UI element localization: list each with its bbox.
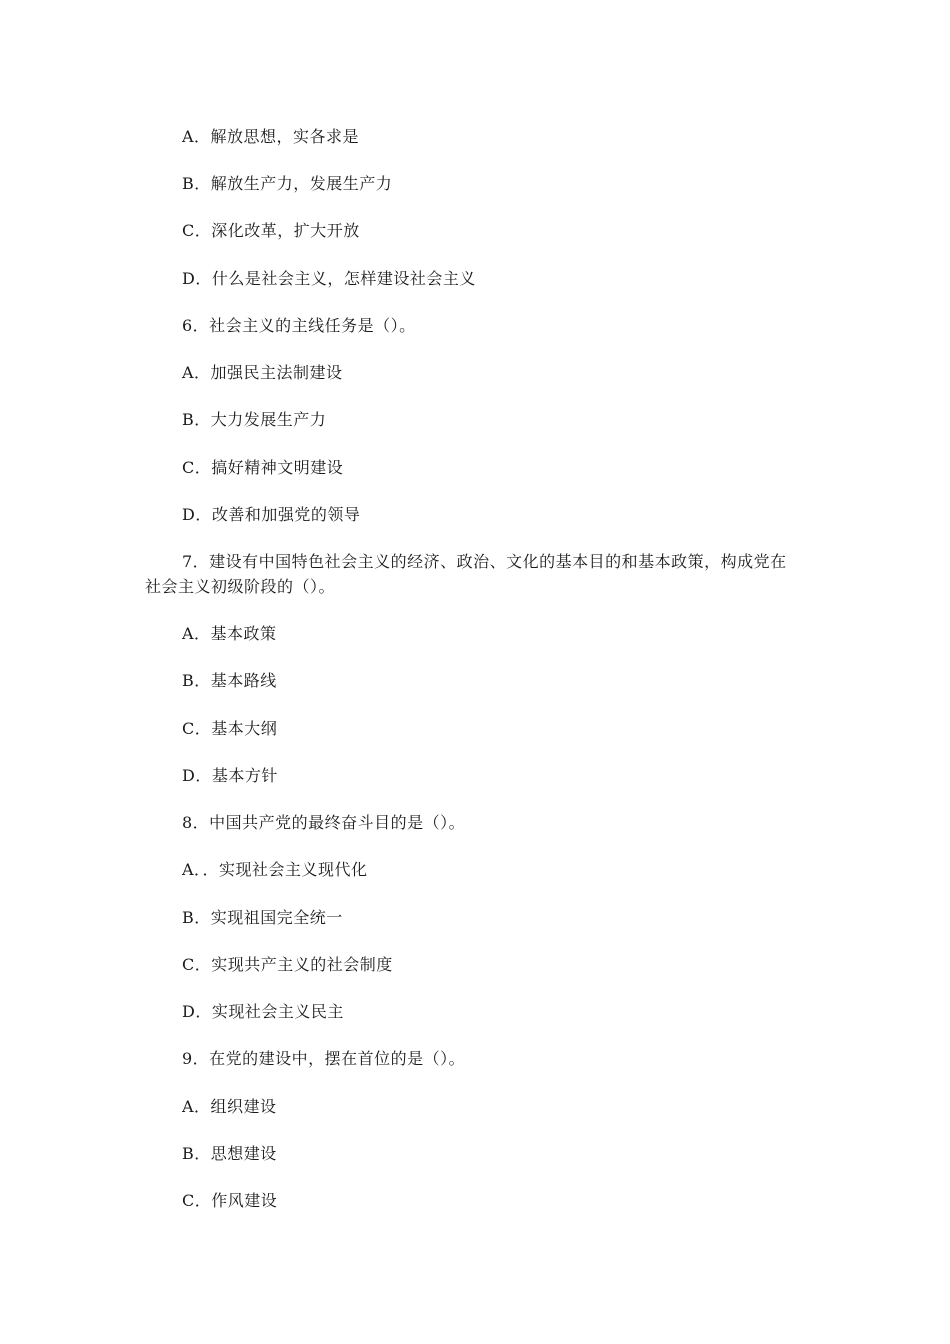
option-9b: B．思想建设 (182, 1144, 277, 1163)
option-7d: D．基本方针 (182, 766, 278, 785)
option-7b: B．基本路线 (182, 671, 277, 690)
option-6b: B．大力发展生产力 (182, 410, 327, 429)
option-9c: C．作风建设 (182, 1191, 278, 1210)
option-8a: A．．实现社会主义现代化 (182, 860, 368, 879)
question-9: 9．在党的建设中，摆在首位的是（）。 (182, 1049, 466, 1068)
option-6c: C．搞好精神文明建设 (182, 458, 344, 477)
option-6d: D．改善和加强党的领导 (182, 505, 361, 524)
option-8b: B．实现祖国完全统一 (182, 908, 343, 927)
question-7: 7．建设有中国特色社会主义的经济、政治、文化的基本目的和基本政策，构成党在 (182, 552, 787, 571)
question-6: 6．社会主义的主线任务是（）。 (182, 316, 416, 335)
option-5d: D．什么是社会主义，怎样建设社会主义 (182, 269, 476, 288)
option-5c: C．深化改革，扩大开放 (182, 221, 360, 240)
option-7a: A．基本政策 (182, 624, 277, 643)
option-5a: A．解放思想，实各求是 (182, 127, 360, 146)
option-8c: C．实现共产主义的社会制度 (182, 955, 393, 974)
question-8: 8．中国共产党的最终奋斗目的是（）。 (182, 813, 466, 832)
option-8d: D．实现社会主义民主 (182, 1002, 344, 1021)
option-7c: C．基本大纲 (182, 719, 278, 738)
question-7-continued: 社会主义初级阶段的（）。 (145, 577, 336, 596)
option-5b: B．解放生产力，发展生产力 (182, 174, 393, 193)
option-9a: A．组织建设 (182, 1097, 277, 1116)
option-6a: A．加强民主法制建设 (182, 363, 343, 382)
